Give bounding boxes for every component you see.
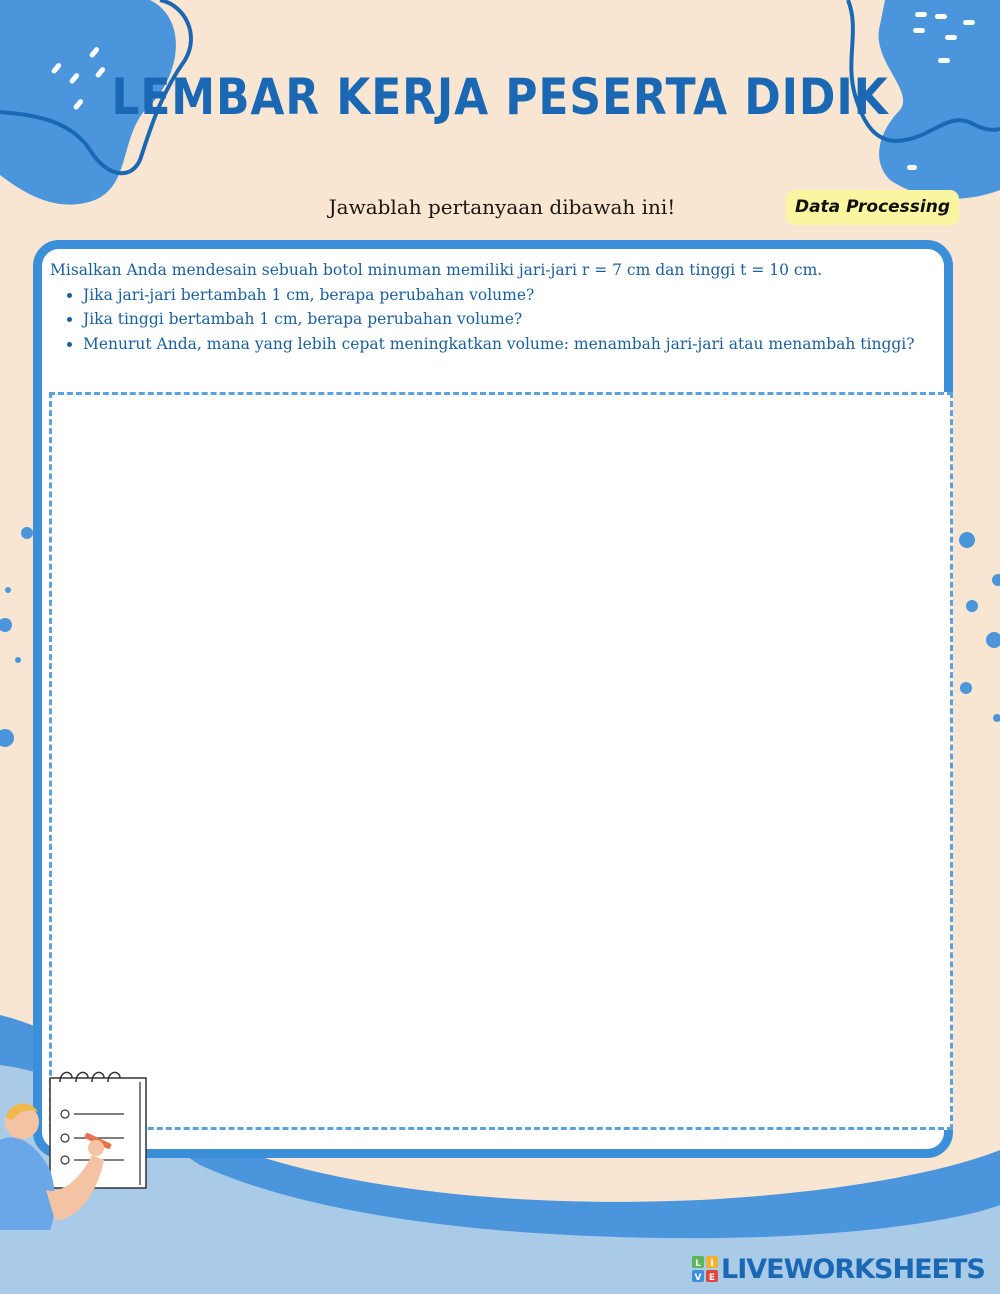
liveworksheets-logo-icon — [692, 1256, 718, 1282]
person-writing-illustration — [0, 1060, 160, 1230]
topic-badge: Data Processing — [786, 190, 959, 225]
liveworksheets-brand[interactable] — [692, 1252, 985, 1286]
question-list — [50, 283, 951, 357]
question-block — [50, 258, 951, 356]
question-intro: Misalkan Anda mendesain sebuah botol minuman memiliki jari-jari r = 7 cm dan tinggi t = 10 cm. — [50, 261, 823, 279]
instruction-text: Jawablah pertanyaan dibawah ini! — [328, 195, 676, 219]
logo-letter-v: V — [694, 1273, 702, 1282]
answer-text-area[interactable] — [49, 392, 953, 1130]
logo-letter-e: E — [708, 1273, 716, 1282]
logo-letter-l: L — [695, 1259, 701, 1269]
logo-letter-i: I — [710, 1259, 714, 1269]
page-title: LEMBAR KERJA PESERTA DIDIK — [111, 68, 889, 126]
question-item-2: • Jika tinggi bertambah 1 cm, berapa perubahan volume? — [83, 307, 951, 332]
question-item-1: • Jika jari-jari bertambah 1 cm, berapa perubahan volume? — [83, 283, 951, 308]
question-item-3: • Menurut Anda, mana yang lebih cepat meningkatkan volume: menambah jari-jari atau menambah tinggi? — [83, 332, 951, 357]
brand-name: LIVEWORKSHEETS — [721, 1253, 985, 1285]
